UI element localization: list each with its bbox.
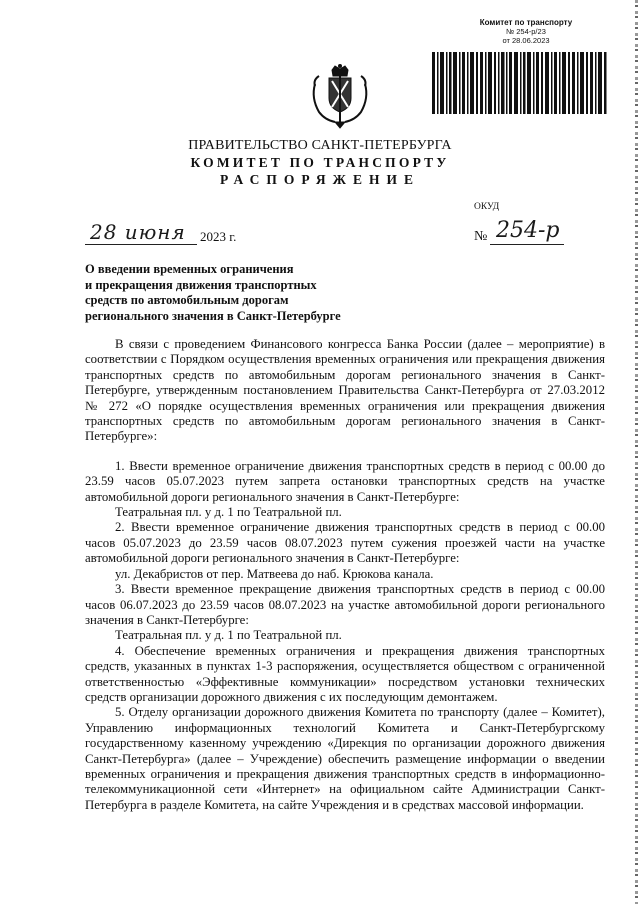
clause-paragraph: 3. Ввести временное прекращение движения транспортных средств в период с 00.00 часов 06.07.2023 до 23.59 часов 08.07.2023 на участке автомобильной дороги регионального значения в Санкт-Петербурге: <box>85 582 605 627</box>
stamp-line-3: от 28.06.2023 <box>502 36 550 45</box>
subject-line: регионального значения в Санкт-Петербурге <box>85 308 341 323</box>
barcode-image <box>430 52 608 114</box>
document-subject <box>85 262 341 324</box>
clause-location: Театральная пл. у д. 1 по Театральной пл. <box>115 628 342 643</box>
clause-location: Театральная пл. у д. 1 по Театральной пл. <box>115 505 342 520</box>
clause-paragraph: 5. Отделу организации дорожного движения Комитета по транспорту (далее – Комитет), Управлению информационных технологий Комитета и Санкт-Петербургскому государственному казенному учреждению «Дирекция по организации дорожного движения Санкт-Петербурга» (далее – Учреждение) обеспечить размещение информации о введении временных ограничения и прекращения движения транспортных средств в информационно-телекоммуникационной сети «Интернет» на официальном сайте Администрации Санкт-Петербурга в разделе Комитета, на сайте Учреждения и в средствах массовой информации. <box>85 705 605 812</box>
clause-paragraph: 1. Ввести временное ограничение движения транспортных средств в период с 00.00 до 23.59 часов 05.07.2023 путем запрета остановки транспортных средств на участке автомобильной дороги регионального значения в Санкт-Петербурге: <box>85 458 605 504</box>
document-type-title: РАСПОРЯЖЕНИЕ <box>219 172 421 187</box>
preamble-paragraph: В связи с проведением Финансового конгресса Банка России (далее – мероприятие) в соответствии с Порядком осуществления временных ограничения или прекращения движения транспортных средств по автомобильным дорогам регионального значения в Санкт-Петербурге, утвержденным постановлением Правительства Санкт-Петербурга от 27.03.2012 № 272 «О порядке осуществления временных ограничения или прекращения движения транспортных средств по автомобильным дорогам регионального значения в Санкт-Петербурге»: <box>85 337 605 444</box>
clause-location: ул. Декабристов от пер. Матвеева до наб. Крюкова канала. <box>115 566 434 581</box>
coat-of-arms-emblem <box>305 64 375 130</box>
handwritten-date: 28 июня <box>90 220 186 244</box>
clause-paragraph: 2. Ввести временное ограничение движения транспортных средств в период с 00.00 часов 05.07.2023 до 23.59 часов 08.07.2023 путем сужения проезжей части на участке автомобильной дороги регионального значения в Санкт-Петербурге: <box>85 520 605 566</box>
number-label: № <box>474 229 488 244</box>
clause-paragraph: 4. Обеспечение временных ограничения и прекращения движения транспортных средств, указанных в пунктах 1-3 распоряжения, осуществляется обществом с ограниченной ответственностью «Эффективные коммуникации» посредством установки технических средств организации дорожного движения с их последующим демонтажем. <box>85 643 605 704</box>
document-body <box>85 337 605 813</box>
subject-line: О введении временных ограничения <box>85 262 294 276</box>
scan-edge-border <box>635 0 638 904</box>
committee-title: КОМИТЕТ ПО ТРАНСПОРТУ <box>190 155 450 170</box>
government-title: ПРАВИТЕЛЬСТВО САНКТ-ПЕТЕРБУРГА <box>188 138 452 153</box>
subject-line: средств по автомобильным дорогам <box>85 293 289 307</box>
subject-line: и прекращения движения транспортных <box>85 277 317 292</box>
handwritten-number: 254-р <box>496 218 560 243</box>
stamp-line-2: № 254-р/23 <box>506 27 546 36</box>
okud-label: ОКУД <box>474 202 500 212</box>
registration-stamp <box>446 18 606 45</box>
stamp-line-1: Комитет по транспорту <box>479 18 573 27</box>
document-year: 2023 г. <box>200 229 237 244</box>
